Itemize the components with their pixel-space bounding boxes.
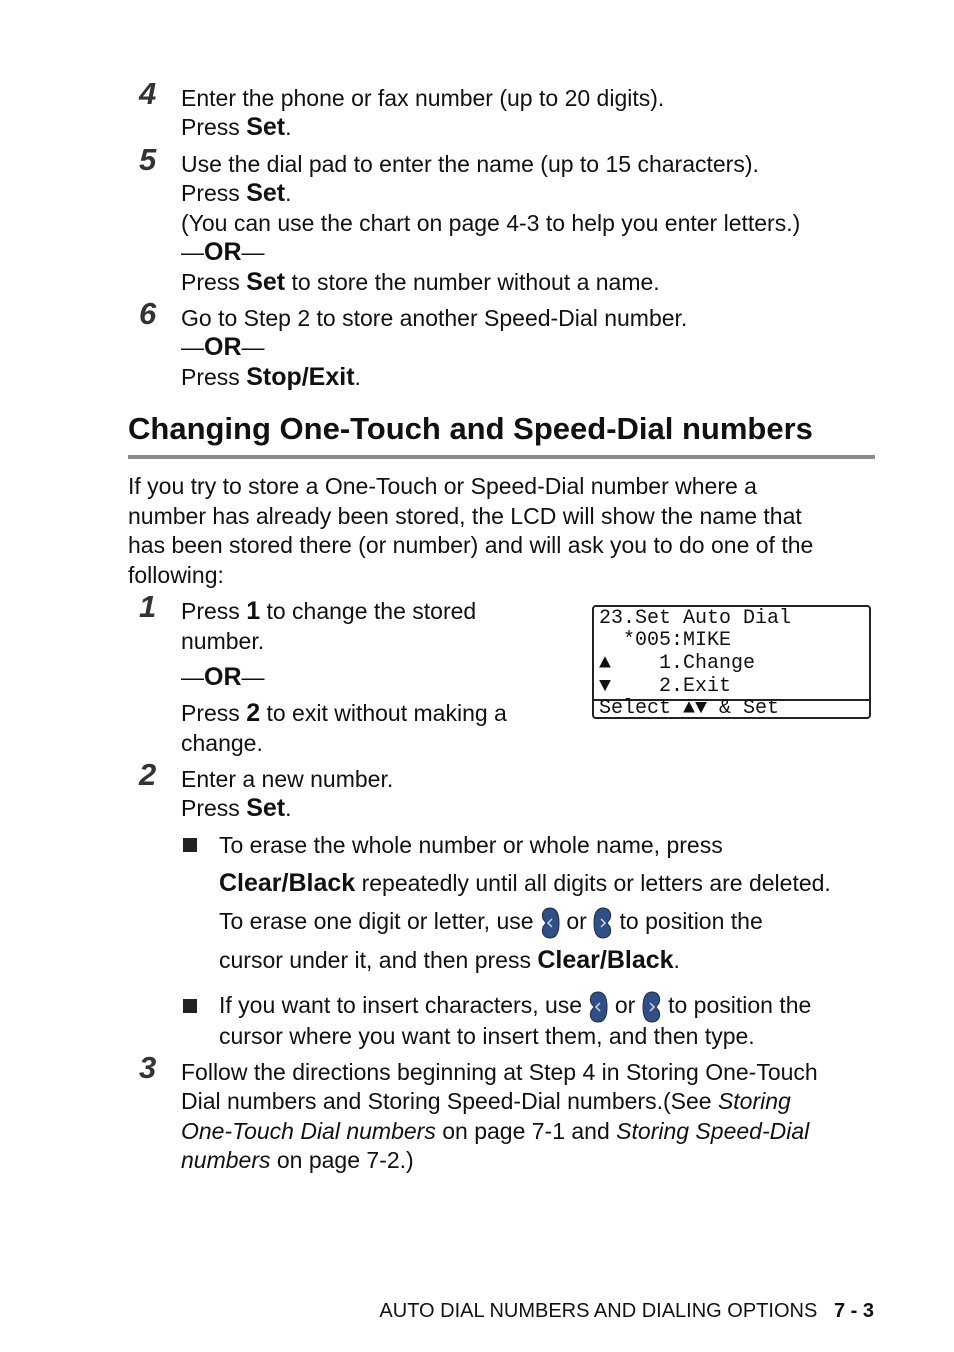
cross-reference: numbers <box>181 1147 271 1173</box>
section-title: Changing One-Touch and Speed-Dial numbers <box>128 411 813 446</box>
text-span: to position the <box>668 992 812 1019</box>
step-text: Press 1 to change the stored <box>181 597 477 625</box>
cross-reference: One-Touch Dial numbers <box>181 1118 436 1144</box>
step-text: (You can use the chart on page 4-3 to help you enter letters.) <box>181 210 801 236</box>
key-name: OR <box>204 333 242 361</box>
or-separator: —OR— <box>181 333 265 361</box>
left-arrow-button-icon <box>588 991 608 1023</box>
left-arrow-button-icon <box>540 907 560 939</box>
key-name: 1 <box>246 597 261 625</box>
lcd-line: *005:MIKE <box>599 629 732 652</box>
lcd-line: ▲ 1.Change <box>599 652 756 675</box>
key-name: Set <box>246 179 286 207</box>
step-text: Press Stop/Exit. <box>181 363 361 391</box>
text-span: . <box>673 947 680 973</box>
bullet-text: cursor where you want to insert them, and then type. <box>219 1023 755 1049</box>
step-number: 6 <box>139 296 157 331</box>
lcd-display <box>592 605 871 719</box>
step-text <box>181 1146 414 1175</box>
step-number: 4 <box>139 76 157 111</box>
step-text: change. <box>181 730 263 756</box>
page-number: 7 - 3 <box>833 1300 874 1322</box>
text-span: to position the <box>619 908 763 935</box>
text-span: on page 7-1 and <box>435 1118 617 1144</box>
bullet-text: To erase the whole number or whole name, press <box>219 832 723 858</box>
text-span: If you want to insert characters, use <box>219 992 589 1019</box>
bullet-text <box>219 991 811 1023</box>
step-text: Press Set to store the number without a name. <box>181 268 660 296</box>
text-span: on page 7-2.) <box>270 1147 414 1173</box>
step-text <box>181 1117 809 1146</box>
bullet-text <box>219 869 831 898</box>
step-number: 2 <box>139 757 157 792</box>
step-text: Use the dial pad to enter the name (up to 15 characters). <box>181 151 759 177</box>
bullet-text <box>219 946 680 975</box>
step-text: Press Set. <box>181 794 292 822</box>
key-name: Stop/Exit <box>246 363 355 391</box>
text-span: To erase one digit or letter, use <box>219 908 540 935</box>
text-span: or <box>566 908 594 935</box>
step-text: Enter a new number. <box>181 766 394 792</box>
bullet-square <box>183 838 197 852</box>
step-text: Press Set. <box>181 179 292 207</box>
bullet-square <box>183 999 197 1013</box>
intro-line: has been stored there (or number) and will ask you to do one of the <box>128 532 814 558</box>
right-arrow-button-icon <box>642 991 662 1023</box>
key-name: OR <box>204 663 242 691</box>
step-number: 5 <box>139 142 157 177</box>
text-span: repeatedly until all digits or letters are deleted. <box>355 870 831 896</box>
step-number: 3 <box>139 1050 157 1085</box>
step-text: Follow the directions beginning at Step 4 in Storing One-Touch <box>181 1059 818 1085</box>
key-name: Set <box>246 794 286 822</box>
bullet-text <box>219 907 763 939</box>
chapter-title: AUTO DIAL NUMBERS AND DIALING OPTIONS <box>379 1300 818 1322</box>
step-text: Go to Step 2 to store another Speed-Dial number. <box>181 305 688 331</box>
lcd-line: ▼ 2.Exit <box>599 675 732 698</box>
step-text: Press Set. <box>181 113 292 141</box>
or-separator: —OR— <box>181 238 265 266</box>
key-name: Set <box>246 268 286 296</box>
page-footer <box>379 1300 874 1323</box>
step-text: Press 2 to exit without making a <box>181 699 507 727</box>
heading-rule <box>128 455 875 459</box>
lcd-line: Select ▲▼ & Set <box>599 697 780 720</box>
cross-reference: Storing Speed-Dial <box>616 1118 810 1144</box>
or-separator: —OR— <box>181 663 265 691</box>
intro-line: If you try to store a One-Touch or Speed-Dial number where a <box>128 473 757 499</box>
key-name: OR <box>204 238 242 266</box>
key-name: 2 <box>246 699 261 727</box>
intro-line: following: <box>128 562 224 588</box>
key-name: Clear/Black <box>219 869 356 897</box>
step-text: number. <box>181 628 265 654</box>
text-span: cursor under it, and then press <box>219 947 538 973</box>
key-name: Clear/Black <box>537 946 674 974</box>
text-span: Dial numbers and Storing Speed-Dial numbers.(See <box>181 1088 718 1114</box>
text-span: or <box>614 992 642 1019</box>
step-text: Enter the phone or fax number (up to 20 digits). <box>181 85 665 111</box>
key-name: Set <box>246 113 286 141</box>
cross-reference: Storing <box>717 1088 791 1114</box>
lcd-line: 23.Set Auto Dial <box>599 607 792 630</box>
intro-line: number has already been stored, the LCD will show the name that <box>128 503 802 529</box>
step-number: 1 <box>139 589 157 624</box>
step-text <box>181 1087 791 1116</box>
right-arrow-button-icon <box>593 907 613 939</box>
